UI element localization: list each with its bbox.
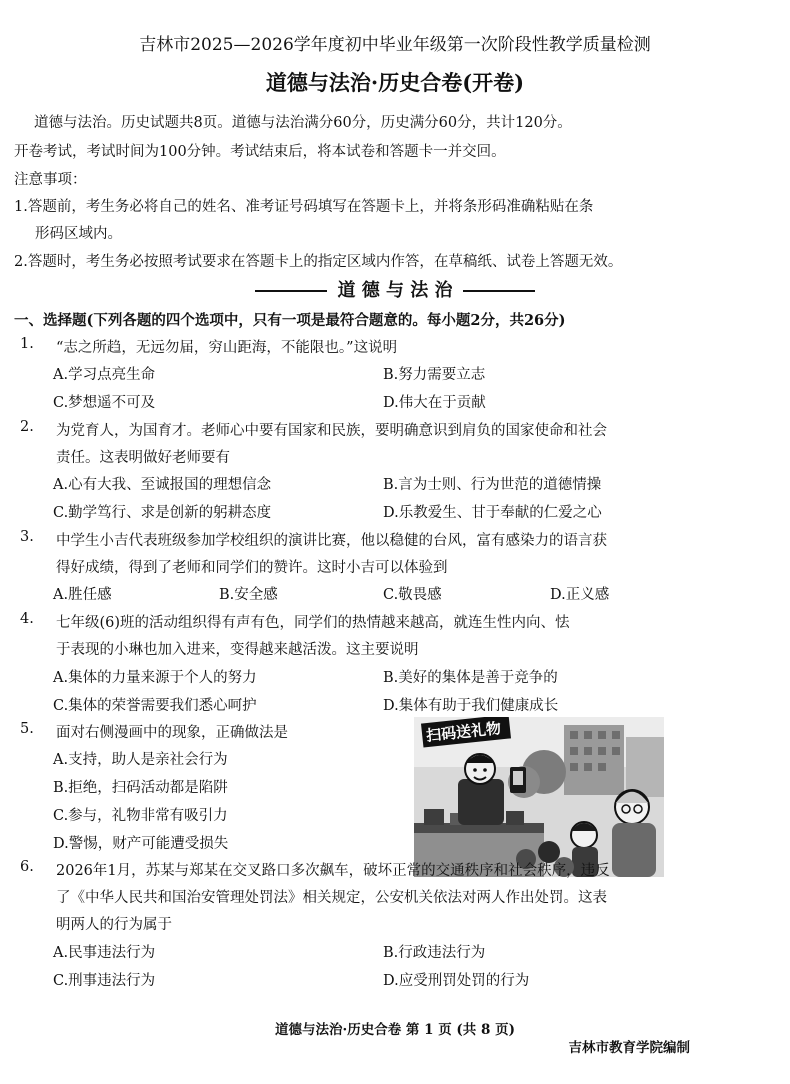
option-b: B.努力需要立志 xyxy=(383,367,486,383)
option-b: B.言为士则、行为世范的道德情操 xyxy=(383,477,602,493)
option-a: A.胜任感 xyxy=(53,587,112,603)
option-a: A.学习点亮生命 xyxy=(53,367,156,383)
question-number: 1. xyxy=(20,336,34,352)
option-b: B.美好的集体是善于竞争的 xyxy=(383,670,558,686)
page-footer: 道德与法治·历史合卷 第 1 页 (共 8 页) xyxy=(275,1022,515,1038)
comic-sign-text: 扫码送礼物 xyxy=(425,719,502,745)
question-stem-line: 为党育人，为国育才。老师心中要有国家和民族，要明确意识到肩负的国家使命和社会 xyxy=(56,423,607,439)
question-number: 4. xyxy=(20,611,34,627)
question-stem-line: 中学生小吉代表班级参加学校组织的演讲比赛，他以稳健的台风，富有感染力的语言获 xyxy=(56,533,607,549)
option-b: B.行政违法行为 xyxy=(383,945,486,961)
question-number: 6. xyxy=(20,859,34,875)
note-1-line-a: 1.答题前，考生务必将自己的姓名、准考证号码填写在答题卡上，并将条形码准确粘贴在条 xyxy=(14,199,594,215)
comic-illustration xyxy=(414,717,664,877)
question-stem-line: 责任。这表明做好老师要有 xyxy=(56,450,230,466)
option-a: A.心有大我、至诚报国的理想信念 xyxy=(53,477,272,493)
question-number: 3. xyxy=(20,529,34,545)
question-stem-line: “志之所趋，无远勿届，穷山距海，不能限也。”这说明 xyxy=(56,340,398,356)
question-stem-line: 2026年1月，苏某与郑某在交叉路口多次飙车，破坏正常的交通秩序和社会秩序，违反 xyxy=(56,863,610,879)
note-1-line-b: 形码区域内。 xyxy=(35,226,122,242)
option-c: C.敬畏感 xyxy=(383,587,442,603)
option-a: A.集体的力量来源于个人的努力 xyxy=(53,670,257,686)
option-a: A.支持，助人是亲社会行为 xyxy=(53,752,228,768)
section-header-text: 道 德 与 法 治 xyxy=(337,280,453,301)
question-number: 5. xyxy=(20,721,34,737)
notes-label: 注意事项： xyxy=(14,172,87,188)
question-stem-line: 得好成绩，得到了老师和同学们的赞许。这时小吉可以体验到 xyxy=(56,560,448,576)
option-d: D.正义感 xyxy=(550,587,610,603)
paper-title: 道德与法治·历史合卷(开卷) xyxy=(265,70,525,95)
option-c: C.勤学笃行、求是创新的躬耕态度 xyxy=(53,505,272,521)
option-d: D.警惕，财产可能遭受损失 xyxy=(53,836,229,852)
section-header xyxy=(0,276,790,302)
note-2: 2.答题时，考生务必按照考试要求在答题卡上的指定区域内作答，在草稿纸、试卷上答题无效。 xyxy=(14,254,623,270)
intro-line-1: 道德与法治。历史试题共8页。道德与法治满分60分，历史满分60分，共计120分。 xyxy=(34,115,572,131)
section-dash-left xyxy=(255,290,327,292)
question-stem-line: 明两人的行为属于 xyxy=(56,917,172,933)
part-title: 一、选择题(下列各题的四个选项中，只有一项是最符合题意的。每小题2分，共26分) xyxy=(14,312,566,329)
option-c: C.参与，礼物非常有吸引力 xyxy=(53,808,228,824)
option-d: D.集体有助于我们健康成长 xyxy=(383,698,559,714)
option-b: B.拒绝，扫码活动都是陷阱 xyxy=(53,780,228,796)
option-d: D.伟大在于贡献 xyxy=(383,395,486,411)
question-stem-line: 面对右侧漫画中的现象，正确做法是 xyxy=(56,725,288,741)
intro-line-2: 开卷考试，考试时间为100分钟。考试结束后，将本试卷和答题卡一并交回。 xyxy=(14,144,506,160)
option-c: C.梦想遥不可及 xyxy=(53,395,156,411)
option-c: C.集体的荣誉需要我们悉心呵护 xyxy=(53,698,257,714)
section-dash-right xyxy=(463,290,535,292)
exam-title: 吉林市2025—2026学年度初中毕业年级第一次阶段性教学质量检测 xyxy=(139,35,651,55)
option-d: D.乐教爱生、甘于奉献的仁爱之心 xyxy=(383,505,602,521)
option-d: D.应受刑罚处罚的行为 xyxy=(383,973,530,989)
option-a: A.民事违法行为 xyxy=(53,945,156,961)
option-c: C.刑事违法行为 xyxy=(53,973,156,989)
option-b: B.安全感 xyxy=(219,587,278,603)
question-stem-line: 于表现的小琳也加入进来，变得越来越活泼。这主要说明 xyxy=(56,642,419,658)
question-stem-line: 七年级(6)班的活动组织得有声有色，同学们的热情越来越高，就连生性内向、怯 xyxy=(56,615,570,631)
question-stem-line: 了《中华人民共和国治安管理处罚法》相关规定，公安机关依法对两人作出处罚。这表 xyxy=(56,890,607,906)
publisher-label: 吉林市教育学院编制 xyxy=(568,1040,690,1056)
question-number: 2. xyxy=(20,419,34,435)
